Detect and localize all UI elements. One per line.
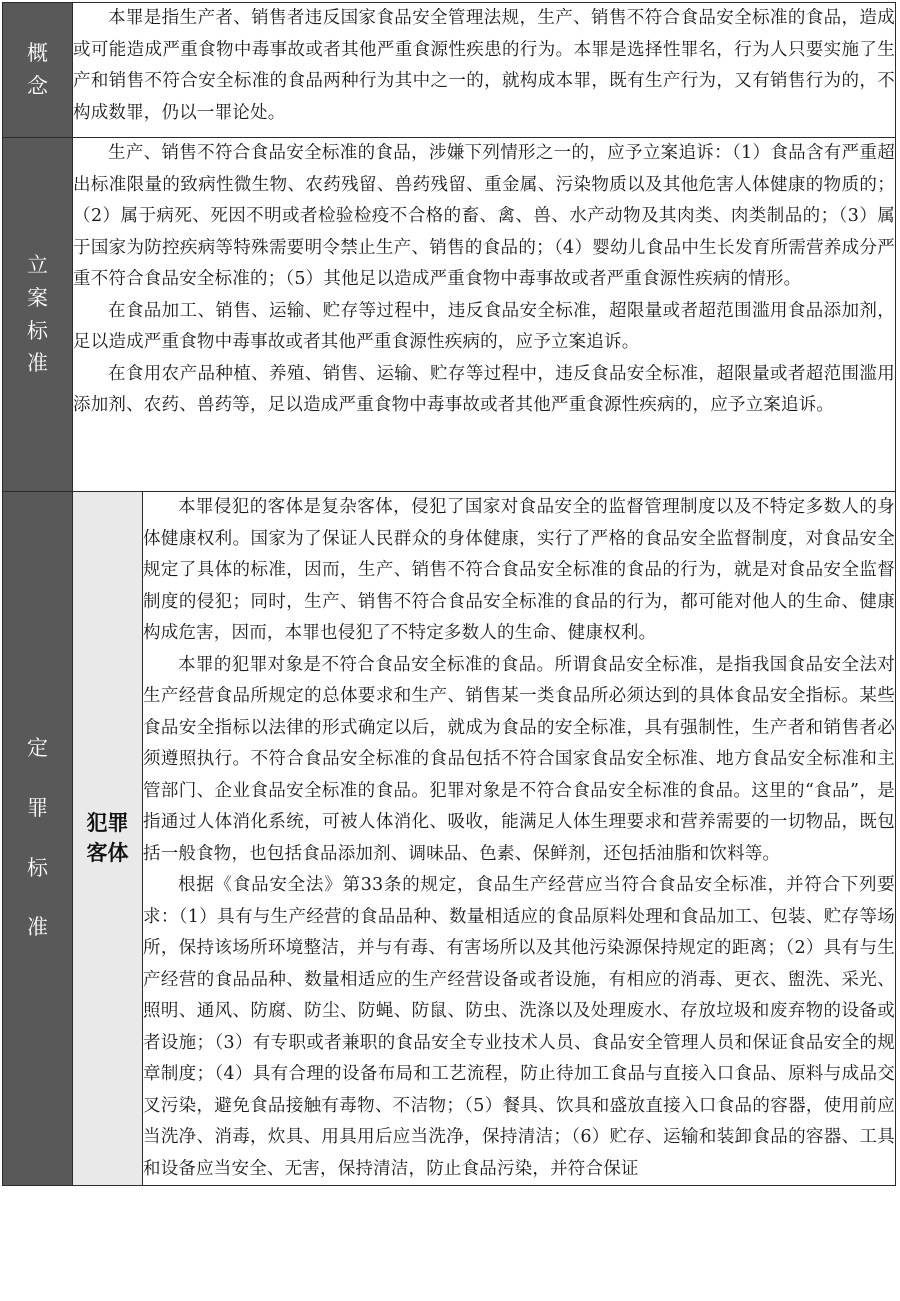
crime-object-label-cell xyxy=(73,492,143,1186)
conviction-standard-row xyxy=(3,492,896,1186)
crime-object-paragraph-3: 根据《食品安全法》第33条的规定，食品生产经营应当符合食品安全标准，并符合下列要求：（1）具有与生产经营的食品品种、数量相适应的食品原料处理和食品加工、包装、贮存等场所，保持该场所环境整洁，并与有毒、有害场所以及其他污染源保持规定的距离；（2）具有与生产经营的食品品种、数量相适应的生产经营设备或者设施，有相应的消毒、更衣、盥洗、采光、照明、通风、防腐、防尘、防蝇、防鼠、防虫、洗涤以及处理废水、存放垃圾和废弃物的设备或者设施；（3）有专职或者兼职的食品安全专业技术人员、食品安全管理人员和保证食品安全的规章制度；（4）具有合理的设备布局和工艺流程，防止待加工食品与直接入口食品、原料与成品交叉污染，避免食品接触有毒物、不洁物；（5）餐具、饮具和盛放直接入口食品的容器，使用前应当洗净、消毒，炊具、用具用后应当洗净，保持清洁；（6）贮存、运输和装卸食品的容器、工具和设备应当安全、无害，保持清洁，防止食品污染，并符合保证 xyxy=(143,875,895,1179)
concept-content xyxy=(73,3,896,138)
crime-object-paragraph-1: 本罪侵犯的客体是复杂客体，侵犯了国家对食品安全的监督管理制度以及不特定多数人的身体健康权利。国家为了保证人民群众的身体健康，实行了严格的食品安全监督制度，对食品安全规定了具体的标准，因而，生产、销售不符合食品安全标准的食品的行为，就是对食品安全监督制度的侵犯；同时，生产、销售不符合食品安全标准的食品的行为，都可能对他人的生命、健康构成危害，因而，本罪也侵犯了不特定多数人的生命、健康权利。 xyxy=(143,497,895,643)
concept-label-cell xyxy=(3,3,73,138)
filing-standard-paragraph-2: 在食品加工、销售、运输、贮存等过程中，违反食品安全标准，超限量或者超范围滥用食品添加剂，足以造成严重食物中毒事故或者其他严重食源性疾病的，应予立案追诉。 xyxy=(73,300,895,352)
filing-standard-row xyxy=(3,138,896,492)
filing-standard-paragraph-1: 生产、销售不符合食品安全标准的食品，涉嫌下列情形之一的，应予立案追诉：（1）食品含有严重超出标准限量的致病性微生物、农药残留、兽药残留、重金属、污染物质以及其他危害人体健康的物质的；（2）属于病死、死因不明或者检验检疫不合格的畜、禽、兽、水产动物及其肉类、肉类制品的；（3）属于国家为防控疾病等特殊需要明令禁止生产、销售的食品的；（4）婴幼儿食品中生长发育所需营养成分严重不符合食品安全标准的；（5）其他足以造成严重食物中毒事故或者严重食源性疾病的情形。 xyxy=(73,143,895,289)
concept-label: 概念 xyxy=(27,41,48,98)
crime-object-content xyxy=(143,492,896,1186)
filing-standard-content xyxy=(73,138,896,492)
filing-standard-label: 立案标准 xyxy=(27,253,48,376)
crime-object-label: 犯罪客体 xyxy=(86,811,129,865)
filing-standard-label-cell xyxy=(3,138,73,492)
filing-standard-paragraph-3: 在食用农产品种植、养殖、销售、运输、贮存等过程中，违反食品安全标准，超限量或者超范围滥用添加剂、农药、兽药等，足以造成严重食物中毒事故或者其他严重食源性疾病的，应予立案追诉。 xyxy=(73,363,895,415)
concept-paragraph: 本罪是指生产者、销售者违反国家食品安全管理法规，生产、销售不符合食品安全标准的食品，造成或可能造成严重食物中毒事故或者其他严重食源性疾患的行为。本罪是选择性罪名，行为人只要实施了生产和销售不符合安全标准的食品两种行为其中之一的，就构成本罪，既有生产行为，又有销售行为的，不构成数罪，仍以一罪论处。 xyxy=(73,8,895,123)
crime-object-paragraph-2: 本罪的犯罪对象是不符合食品安全标准的食品。所谓食品安全标准，是指我国食品安全法对生产经营食品所规定的总体要求和生产、销售某一类食品所必须达到的具体食品安全指标。某些食品安全指标以法律的形式确定以后，就成为食品的安全标准，具有强制性，生产者和销售者必须遵照执行。不符合食品安全标准的食品包括不符合国家食品安全标准、地方食品安全标准和主管部门、企业食品安全标准的食品。犯罪对象是不符合食品安全标准的食品。这里的“食品”，是指通过人体消化系统，可被人体消化、吸收，能满足人体生理要求和营养需要的一切物品，既包括一般食物，也包括食品添加剂、调味品、色素、保鲜剂，还包括油脂和饮料等。 xyxy=(143,654,895,864)
crime-standards-table xyxy=(2,2,896,1186)
conviction-standard-label-cell xyxy=(3,492,73,1186)
concept-row xyxy=(3,3,896,138)
conviction-standard-label: 定罪标准 xyxy=(27,735,48,940)
